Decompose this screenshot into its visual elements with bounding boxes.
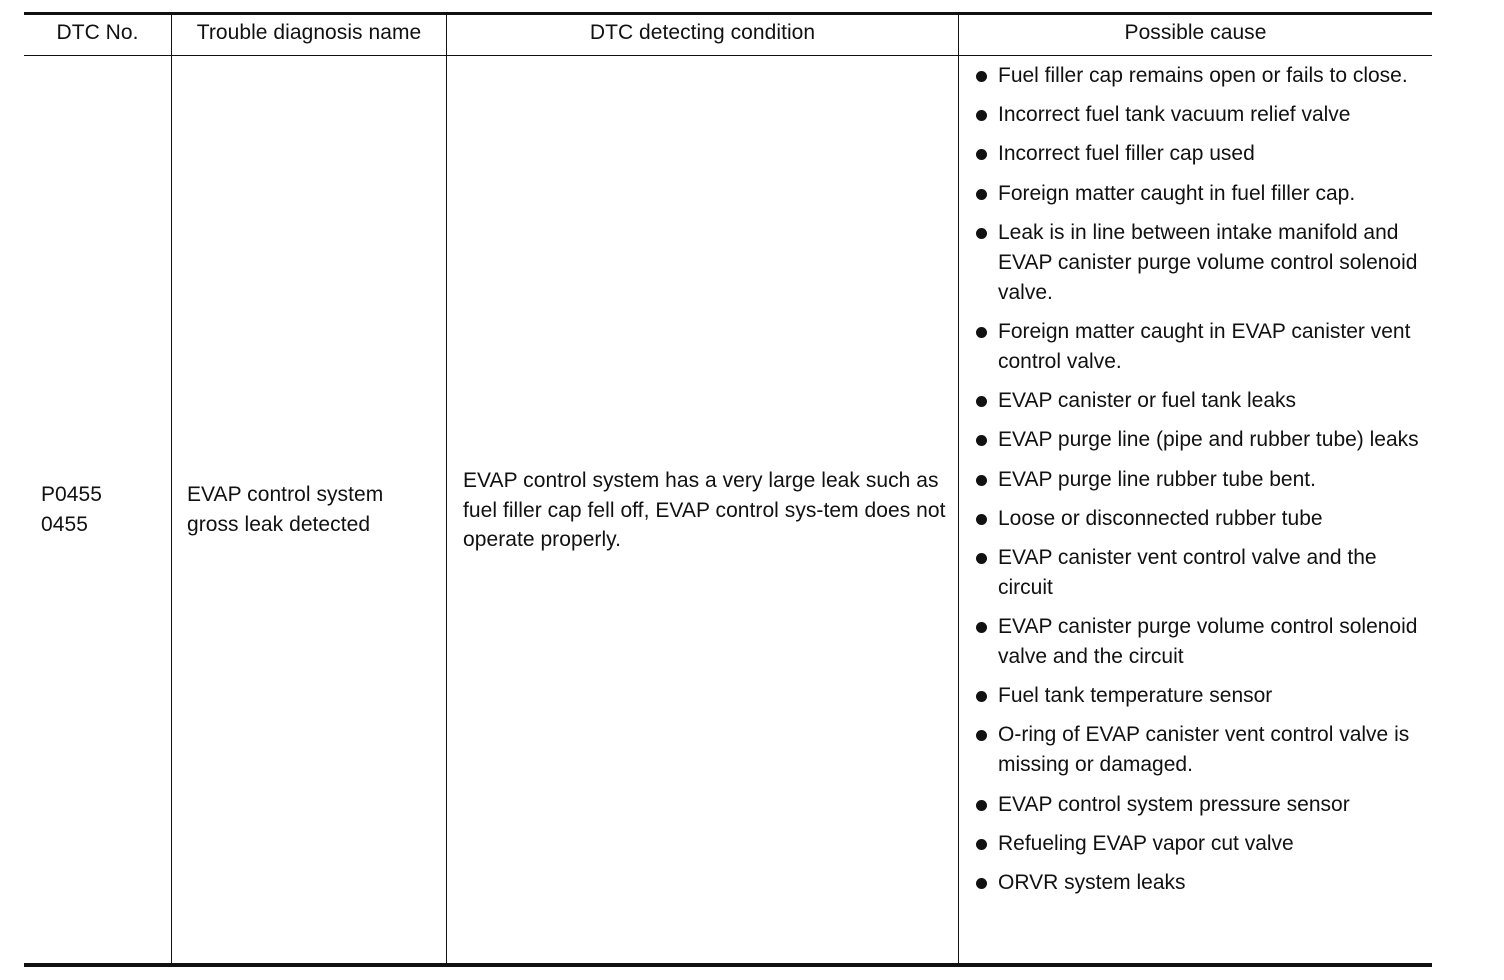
- possible-cause-item: [972, 317, 1427, 377]
- possible-cause-text: Refueling EVAP vapor cut valve: [998, 831, 1294, 855]
- possible-cause-item: [972, 386, 1427, 416]
- bullet-icon: [976, 110, 987, 121]
- column-divider: [171, 13, 172, 964]
- possible-cause-text: Foreign matter caught in fuel filler cap.: [998, 181, 1356, 205]
- possible-cause-text: Fuel filler cap remains open or fails to close.: [998, 64, 1408, 87]
- possible-cause-text: Loose or disconnected rubber tube: [998, 506, 1323, 530]
- header-trouble-diagnosis-name: Trouble diagnosis name: [196, 21, 422, 44]
- possible-cause-text: EVAP canister purge volume control solenoid valve and the circuit: [998, 615, 1418, 669]
- bullet-icon: [976, 878, 987, 889]
- possible-cause-text: ORVR system leaks: [998, 871, 1186, 894]
- bullet-icon: [976, 622, 987, 633]
- possible-cause-item: [972, 504, 1427, 534]
- possible-cause-text: O-ring of EVAP canister vent control valve is missing or damaged.: [998, 723, 1410, 777]
- column-divider: [958, 13, 959, 964]
- possible-cause-text: EVAP purge line rubber tube bent.: [998, 467, 1316, 491]
- possible-cause-text: EVAP canister or fuel tank leaks: [998, 389, 1297, 413]
- dtc-number-cell: [41, 480, 166, 539]
- possible-cause-item: [972, 790, 1427, 820]
- bullet-icon: [976, 228, 987, 239]
- bullet-icon: [976, 71, 987, 82]
- possible-cause-item: [972, 179, 1427, 209]
- trouble-diagnosis-name-cell: EVAP control system gross leak detected: [187, 483, 384, 536]
- bullet-icon: [976, 435, 987, 446]
- bullet-icon: [976, 839, 987, 850]
- possible-cause-item: [972, 612, 1427, 672]
- possible-cause-item: [972, 829, 1427, 859]
- table-bottom-rule: [24, 963, 1432, 967]
- possible-cause-item: [972, 543, 1427, 603]
- possible-cause-text: Incorrect fuel tank vacuum relief valve: [998, 103, 1351, 127]
- dtc-code-primary: P0455: [41, 483, 102, 506]
- possible-cause-text: EVAP purge line (pipe and rubber tube) leaks: [998, 428, 1419, 452]
- bullet-icon: [976, 730, 987, 741]
- dtc-code-secondary: 0455: [41, 512, 88, 536]
- possible-cause-text: EVAP canister vent control valve and the circuit: [998, 545, 1377, 599]
- header-possible-cause: Possible cause: [1124, 21, 1267, 44]
- bullet-icon: [976, 327, 987, 338]
- possible-cause-text: Foreign matter caught in EVAP canister vent control valve.: [998, 319, 1411, 373]
- possible-cause-item: [972, 425, 1427, 455]
- bullet-icon: [976, 553, 987, 564]
- detecting-condition-cell: EVAP control system has a very large leak such as fuel filler cap fell off, EVAP control sys-tem does not operate properly.: [463, 469, 946, 551]
- table-top-rule: [24, 12, 1432, 15]
- possible-cause-item: [972, 720, 1427, 780]
- possible-cause-text: Incorrect fuel filler cap used: [998, 142, 1255, 166]
- bullet-icon: [976, 475, 987, 486]
- possible-cause-item: [972, 681, 1427, 711]
- bullet-icon: [976, 149, 987, 160]
- possible-cause-item: [972, 465, 1427, 495]
- bullet-icon: [976, 189, 987, 200]
- possible-cause-item: [972, 868, 1427, 898]
- possible-cause-list: [972, 61, 1427, 907]
- header-dtc-no: DTC No.: [56, 21, 139, 44]
- bullet-icon: [976, 396, 987, 407]
- possible-cause-text: EVAP control system pressure sensor: [998, 792, 1350, 816]
- bullet-icon: [976, 691, 987, 702]
- possible-cause-text: Leak is in line between intake manifold and EVAP canister purge volume control solenoid valve.: [998, 220, 1418, 304]
- header-dtc-detecting-condition: DTC detecting condition: [589, 21, 816, 44]
- column-divider: [446, 13, 447, 964]
- possible-cause-item: [972, 139, 1427, 169]
- possible-cause-item: [972, 218, 1427, 308]
- header-separator-rule: [24, 55, 1432, 56]
- possible-cause-item: [972, 61, 1427, 91]
- bullet-icon: [976, 800, 987, 811]
- bullet-icon: [976, 514, 987, 525]
- possible-cause-item: [972, 100, 1427, 130]
- possible-cause-text: Fuel tank temperature sensor: [998, 684, 1273, 708]
